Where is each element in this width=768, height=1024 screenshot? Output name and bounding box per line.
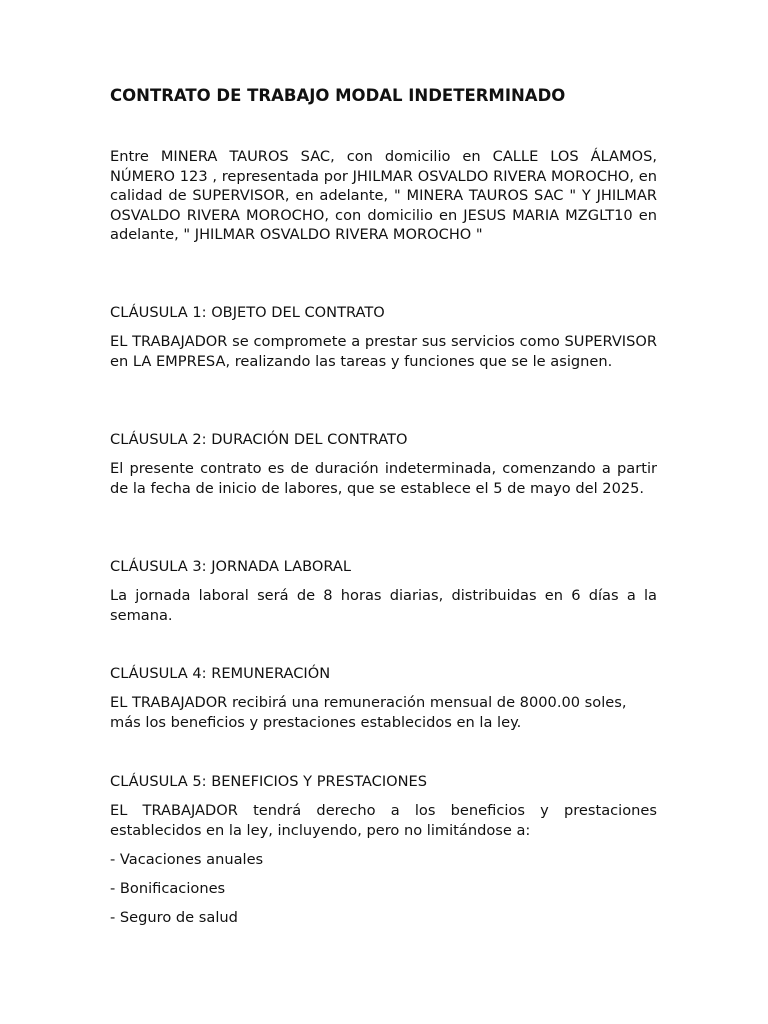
clause-3-body: La jornada laboral será de 8 horas diarias, distribuidas en 6 días a la semana. [110,587,657,624]
clause-5-body: EL TRABAJADOR tendrá derecho a los beneficios y prestaciones establecidos en la ley, incluyendo, pero no limitándose a: [110,802,657,839]
list-item-seguro: - Seguro de salud [110,909,238,926]
clause-4-heading: CLÁUSULA 4: REMUNERACIÓN [110,665,331,682]
clause-1-heading: CLÁUSULA 1: OBJETO DEL CONTRATO [110,304,385,321]
list-item-vacaciones: - Vacaciones anuales [110,851,264,868]
clause-2-body: El presente contrato es de duración indeterminada, comenzando a partir de la fecha de inicio de labores, que se establece el 5 de mayo del 2025. [110,460,657,497]
intro-paragraph: Entre MINERA TAUROS SAC, con domicilio en CALLE LOS ÁLAMOS, NÚMERO 123 , representada por JHILMAR OSVALDO RIVERA MOROCHO, en calidad de SUPERVISOR, en adelante, " MINERA TAUROS SAC " Y JHILMAR OSVALDO RIVERA MOROCHO, con domicilio en JESUS MARIA MZGLT10 en adelante, " JHILMAR OSVALDO RIVERA MOROCHO " [110,148,657,244]
clause-4-body: EL TRABAJADOR recibirá una remuneración mensual de 8000.00 soles, más los beneficios y prestaciones establecidos en la ley. [110,694,627,731]
clause-2-heading: CLÁUSULA 2: DURACIÓN DEL CONTRATO [110,431,408,448]
document-title: CONTRATO DE TRABAJO MODAL INDETERMINADO [110,86,566,105]
list-item-bonificaciones: - Bonificaciones [110,880,226,897]
clause-1-body: EL TRABAJADOR se compromete a prestar sus servicios como SUPERVISOR en LA EMPRESA, realizando las tareas y funciones que se le asignen. [110,333,657,370]
clause-3-heading: CLÁUSULA 3: JORNADA LABORAL [110,558,351,575]
clause-5-heading: CLÁUSULA 5: BENEFICIOS Y PRESTACIONES [110,773,428,790]
